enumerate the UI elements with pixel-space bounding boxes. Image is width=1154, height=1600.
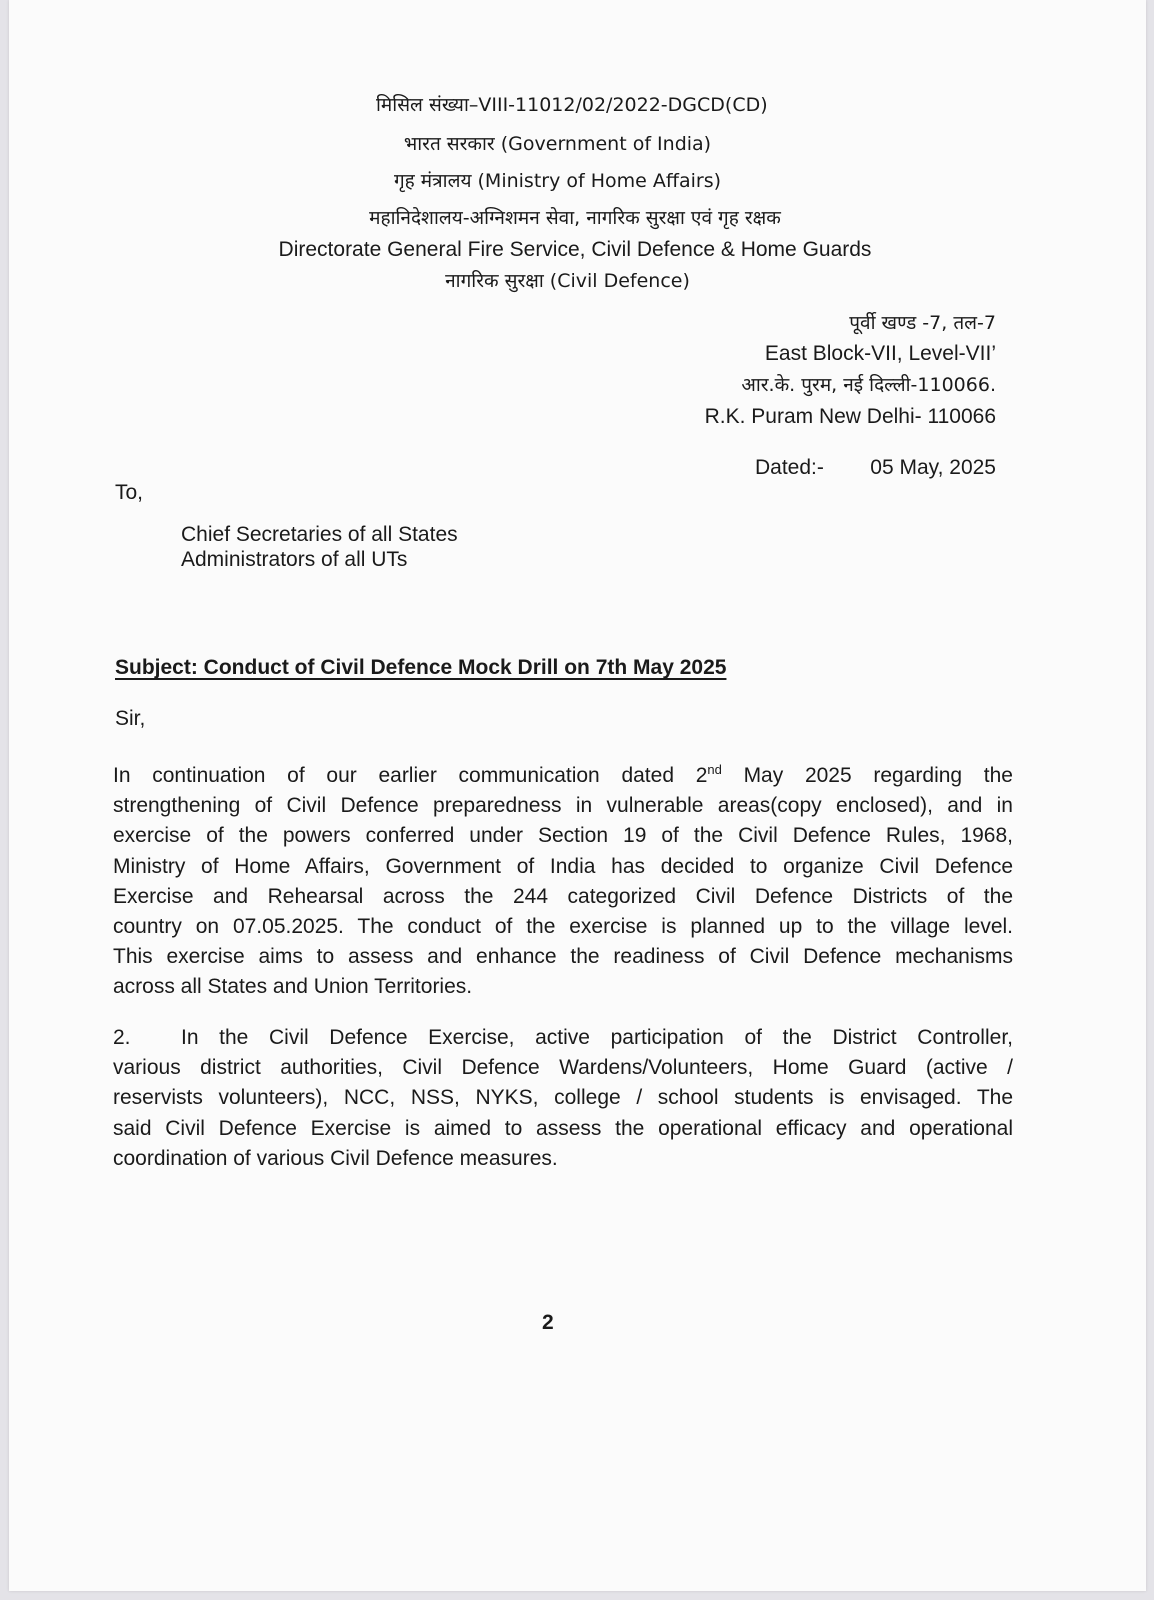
paragraph-1-line: Ministry of Home Affairs, Government of India has decided to organize Civil Defence	[113, 854, 1013, 878]
paragraph-2-line: various district authorities, Civil Defence Wardens/Volunteers, Home Guard (active /	[113, 1056, 1013, 1080]
paragraph-2	[113, 1023, 1013, 1174]
government-line: भारत सरकार (Government of India)	[403, 133, 712, 155]
address-line-3: आर.के. पुरम, नई दिल्ली-110066.	[741, 374, 996, 396]
paragraph-1-line: strengthening of Civil Defence preparedness in vulnerable areas(copy enclosed), and in	[113, 794, 1013, 818]
paragraph-2-line: coordination of various Civil Defence measures.	[113, 1146, 558, 1170]
file-number: मिसिल संख्या–VIII-11012/02/2022-DGCD(CD)	[376, 94, 768, 116]
address-line-1: पूर्वी खण्ड -7, तल-7	[849, 312, 996, 334]
paragraph-1-line: Exercise and Rehearsal across the 244 categorized Civil Defence Districts of the	[113, 884, 1013, 908]
paragraph-1-line: exercise of the powers conferred under Section 19 of the Civil Defence Rules, 1968,	[113, 824, 1013, 848]
ministry-line: गृह मंत्रालय (Ministry of Home Affairs)	[393, 170, 722, 192]
address-line-2: East Block-VII, Level-VII’	[764, 342, 996, 365]
directorate-english: Directorate General Fire Service, Civil Defence & Home Guards	[278, 238, 872, 261]
document-page	[9, 0, 1146, 1591]
paragraph-1-line: across all States and Union Territories.	[113, 975, 473, 999]
division-line: नागरिक सुरक्षा (Civil Defence)	[445, 270, 690, 292]
paragraph-2-line: 2. In the Civil Defence Exercise, active participation of the District Controller,	[113, 1023, 1013, 1053]
paragraph-1-line: In continuation of our earlier communication dated 2nd May 2025 regarding the	[113, 762, 1013, 787]
salutation: Sir,	[115, 707, 146, 730]
to-label: To,	[115, 481, 144, 504]
paragraph-1-line: country on 07.05.2025. The conduct of the exercise is planned up to the village level.	[113, 914, 1013, 938]
paragraph-1-line: This exercise aims to assess and enhance the readiness of Civil Defence mechanisms	[113, 945, 1013, 969]
paragraph-2-number: 2.	[113, 1026, 131, 1049]
paragraph-2-line: reservists volunteers), NCC, NSS, NYKS, college / school students is envisaged. The	[113, 1086, 1013, 1110]
subject-line: Subject: Conduct of Civil Defence Mock Drill on 7th May 2025	[115, 656, 727, 679]
recipient-line-2: Administrators of all UTs	[181, 548, 408, 571]
paragraph-2-line: said Civil Defence Exercise is aimed to assess the operational efficacy and operational	[113, 1116, 1013, 1140]
address-line-4: R.K. Puram New Delhi- 110066	[704, 405, 996, 428]
page-number: 2	[542, 1311, 554, 1334]
date-value: 05 May, 2025	[870, 456, 996, 479]
directorate-hindi: महानिदेशालय-अग्निशमन सेवा, नागरिक सुरक्षा एवं गृह रक्षक	[369, 207, 781, 229]
date-label: Dated:-	[755, 456, 824, 479]
paragraph-1	[113, 761, 1013, 1003]
recipient-line-1: Chief Secretaries of all States	[181, 523, 458, 546]
